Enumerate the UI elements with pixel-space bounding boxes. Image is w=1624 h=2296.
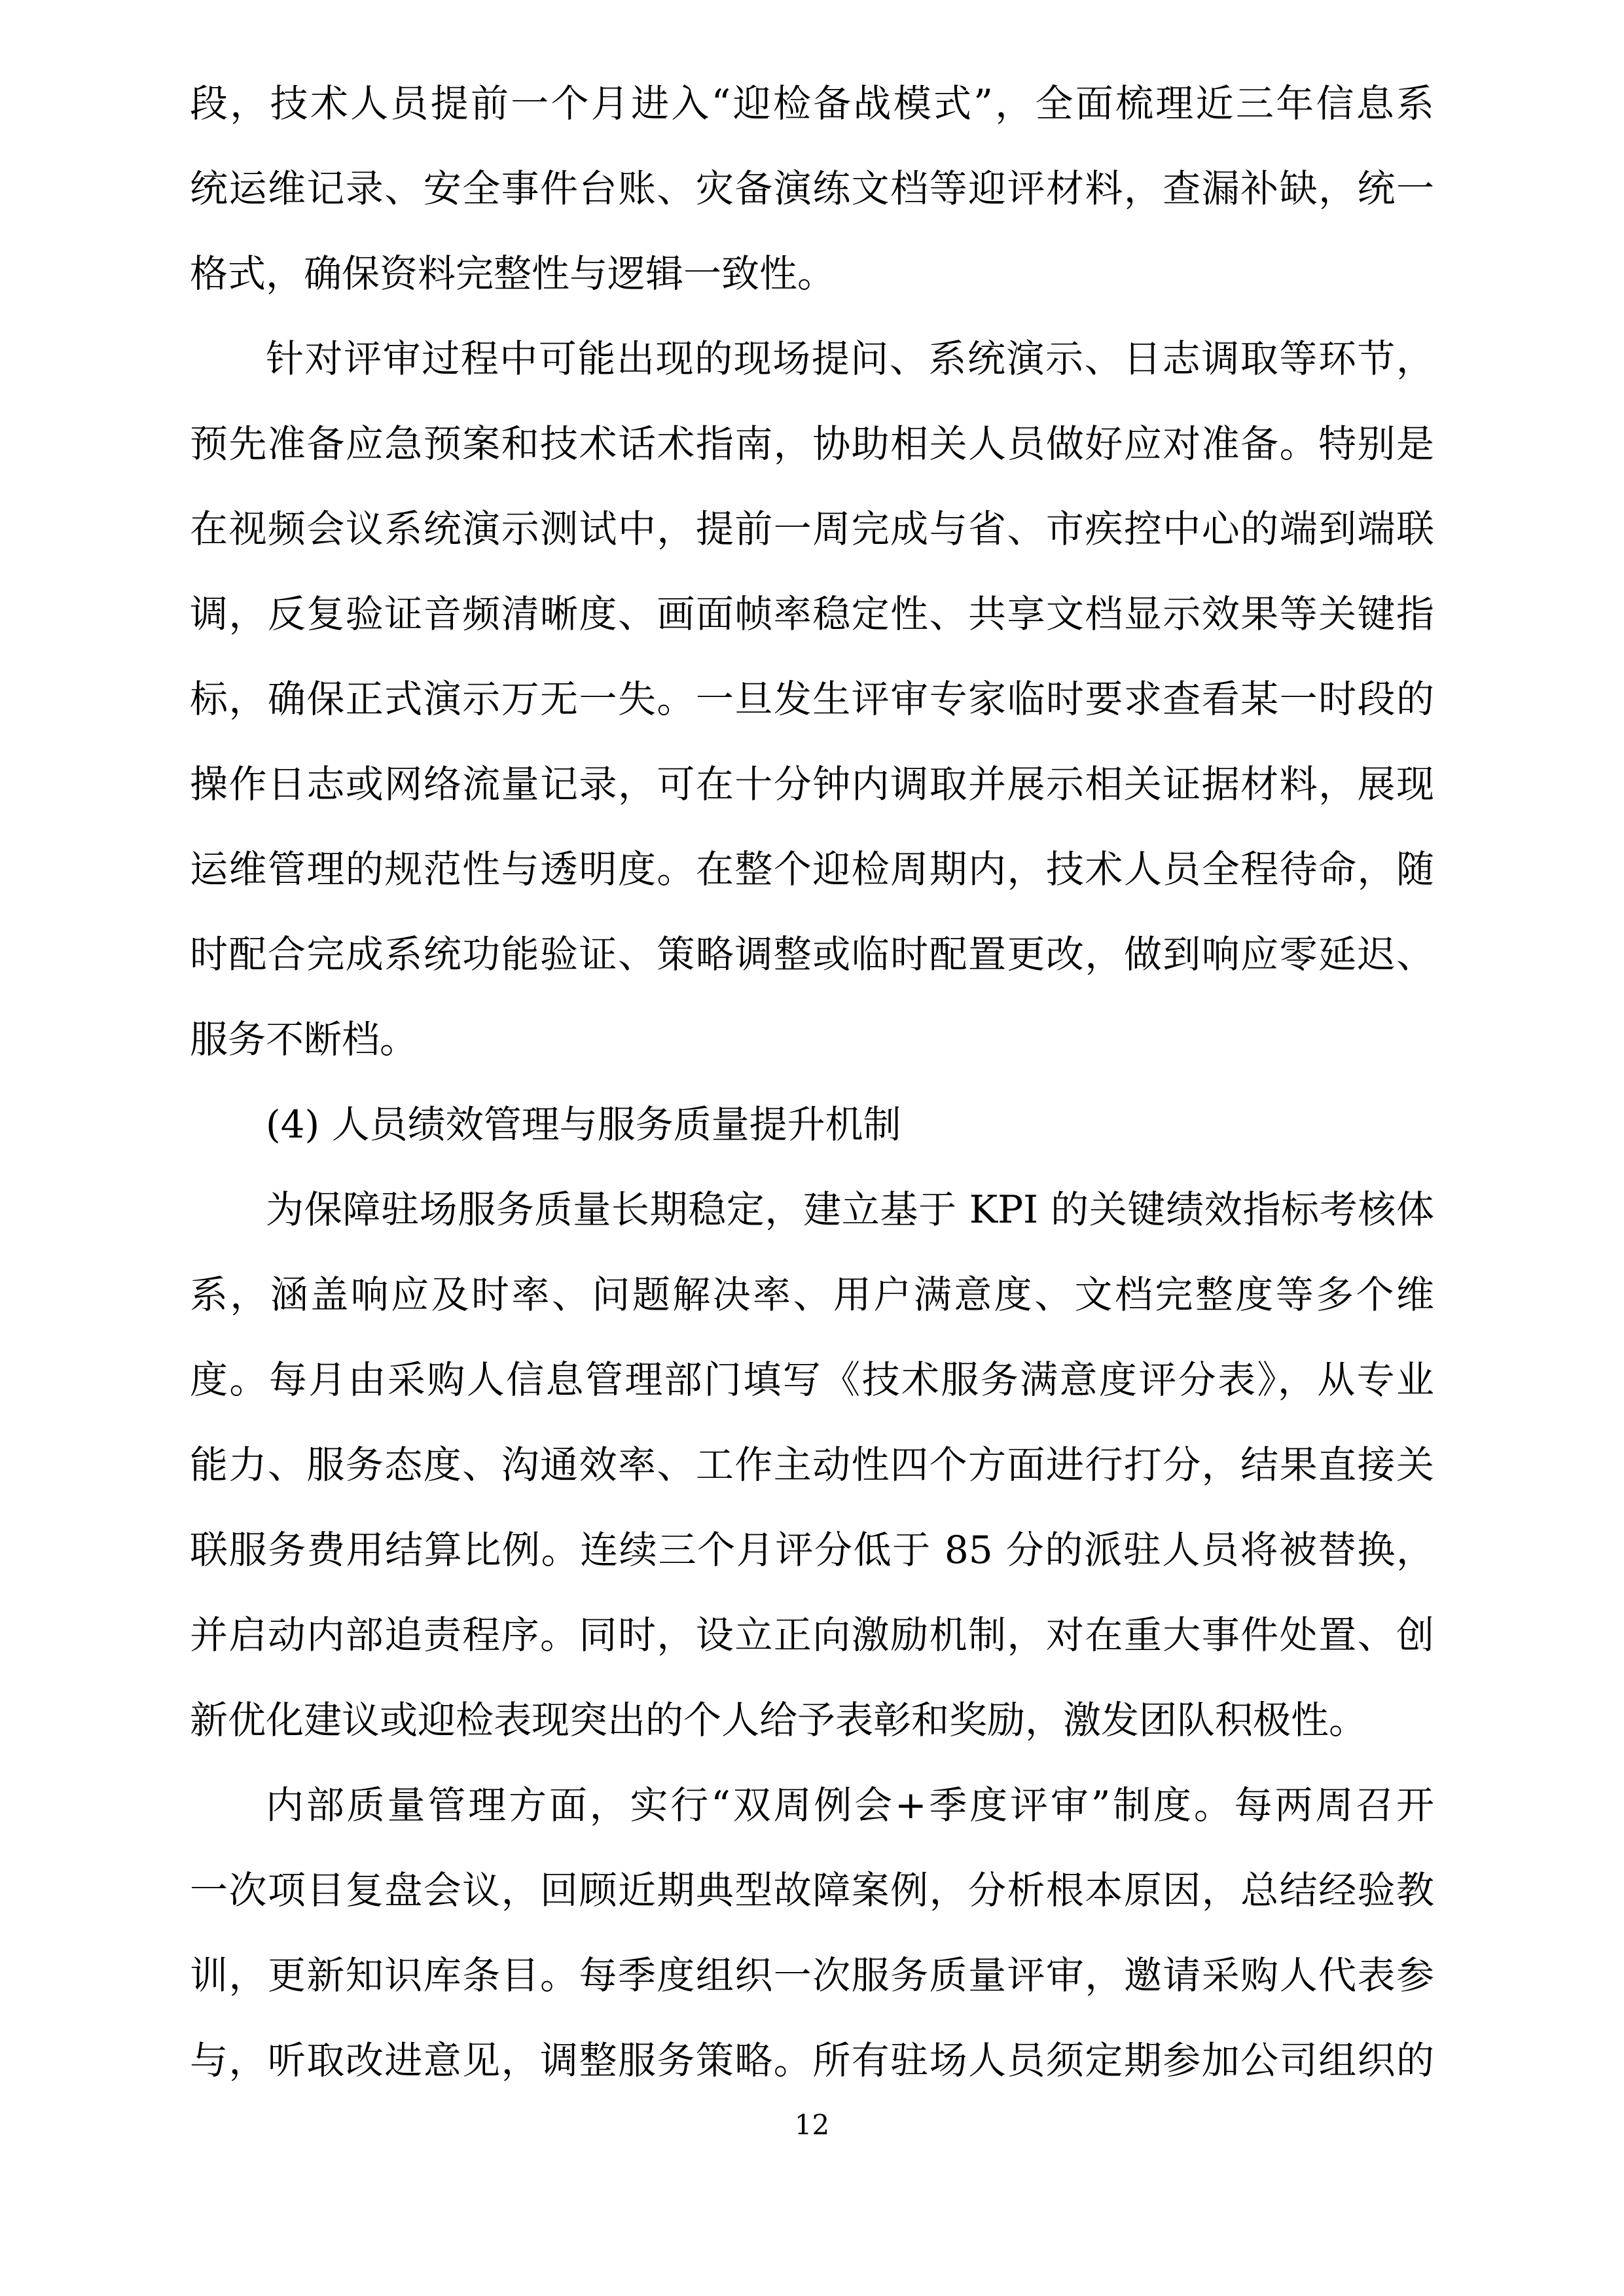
text-line: 度。每月由采购人信息管理部门填写《技术服务满意度评分表》，从专业 <box>190 1357 1434 1402</box>
text-line: 联服务费用结算比例。连续三个月评分低于 85 分的派驻人员将被替换， <box>190 1528 1434 1572</box>
text-line: 调，反复验证音频清晰度、画面帧率稳定性、共享文档显示效果等关键指 <box>190 592 1434 636</box>
text-line: 能力、服务态度、沟通效率、工作主动性四个方面进行打分，结果直接关 <box>190 1443 1434 1487</box>
document-body <box>190 61 1434 2103</box>
text-line: 针对评审过程中可能出现的现场提问、系统演示、日志调取等环节， <box>266 336 1434 381</box>
page-footer <box>0 2109 1624 2142</box>
text-line: 在视频会议系统演示测试中，提前一周完成与省、市疾控中心的端到端联 <box>190 507 1434 551</box>
text-line: 为保障驻场服务质量长期稳定，建立基于 KPI 的关键绩效指标考核体 <box>266 1187 1434 1232</box>
section-heading: (4) 人员绩效管理与服务质量提升机制 <box>266 1102 901 1147</box>
text-line: 格式，确保资料完整性与逻辑一致性。 <box>190 251 836 296</box>
text-line: 系，涵盖响应及时率、问题解决率、用户满意度、文档完整度等多个维 <box>190 1272 1434 1317</box>
text-line: 预先准备应急预案和技术话术指南，协助相关人员做好应对准备。特别是 <box>190 422 1434 466</box>
text-line: 运维管理的规范性与透明度。在整个迎检周期内，技术人员全程待命，随 <box>190 847 1434 891</box>
text-line: 统运维记录、安全事件台账、灾备演练文档等迎评材料，查漏补缺，统一 <box>190 166 1434 211</box>
text-line: 并启动内部追责程序。同时，设立正向激励机制，对在重大事件处置、创 <box>190 1613 1434 1657</box>
text-line: 操作日志或网络流量记录，可在十分钟内调取并展示相关证据材料，展现 <box>190 762 1434 806</box>
page-number: 12 <box>794 2109 830 2141</box>
text-line: 与，听取改进意见，调整服务策略。所有驻场人员须定期参加公司组织的 <box>190 2038 1434 2083</box>
text-line: 训，更新知识库条目。每季度组织一次服务质量评审，邀请采购人代表参 <box>190 1953 1434 1998</box>
text-line: 段，技术人员提前一个月进入“迎检备战模式”，全面梳理近三年信息系 <box>190 81 1434 126</box>
text-line: 内部质量管理方面，实行“双周例会+季度评审”制度。每两周召开 <box>266 1783 1434 1827</box>
text-line: 新优化建议或迎检表现突出的个人给予表彰和奖励，激发团队积极性。 <box>190 1698 1367 1742</box>
text-line: 时配合完成系统功能验证、策略调整或临时配置更改，做到响应零延迟、 <box>190 932 1434 977</box>
text-line: 服务不断档。 <box>190 1017 418 1062</box>
text-line: 标，确保正式演示万无一失。一旦发生评审专家临时要求查看某一时段的 <box>190 677 1434 721</box>
text-line: 一次项目复盘会议，回顾近期典型故障案例，分析根本原因，总结经验教 <box>190 1868 1434 1912</box>
